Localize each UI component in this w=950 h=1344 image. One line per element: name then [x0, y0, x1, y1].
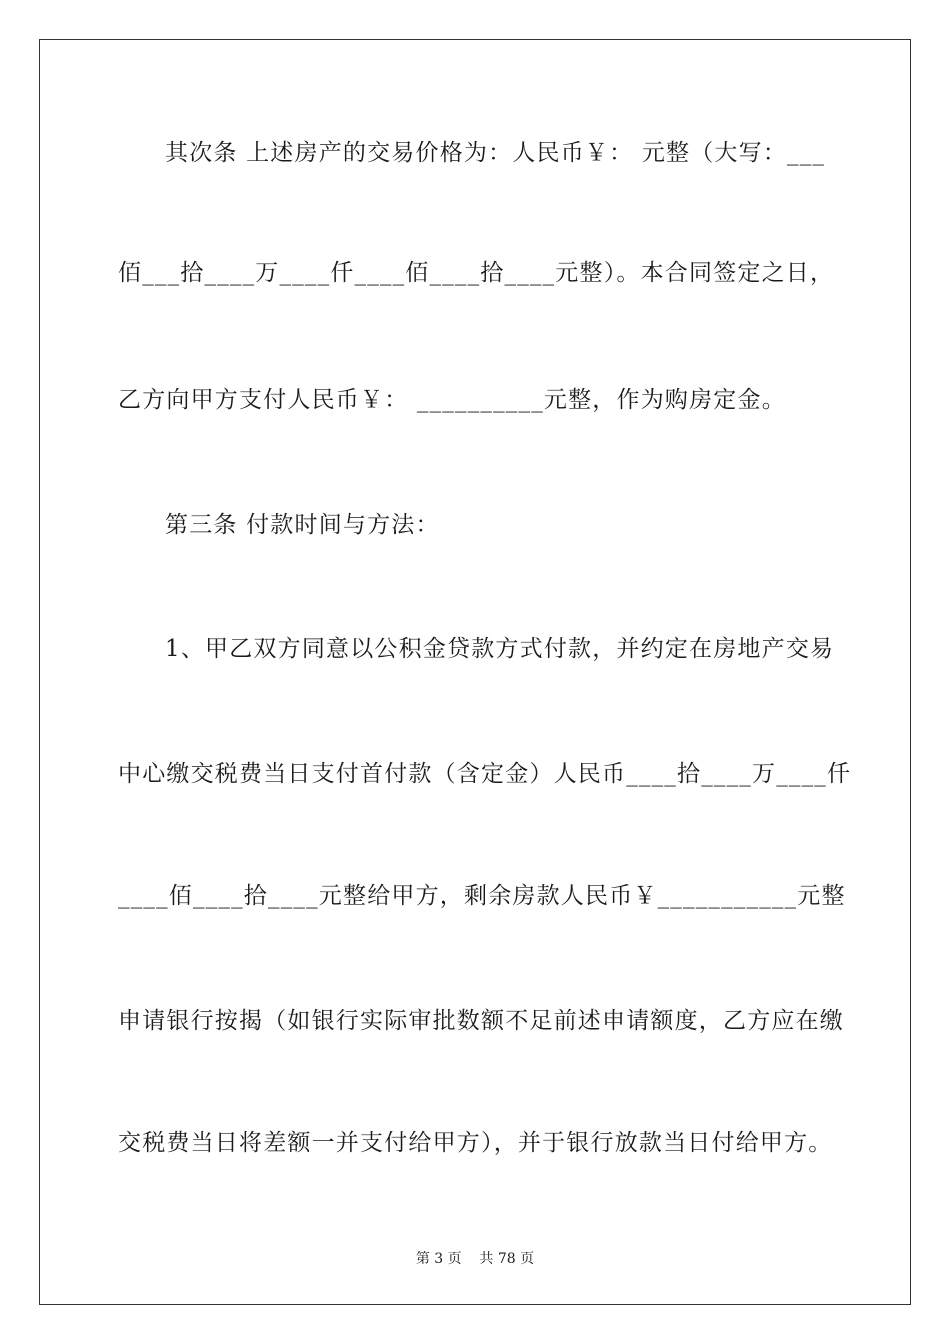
- paragraph-line-3: 乙方向甲方支付人民币￥： __________元整，作为购房定金。: [118, 387, 786, 413]
- paragraph-line-1: 其次条 上述房产的交易价格为：人民币￥： 元整（大写：___: [165, 140, 826, 166]
- paragraph-line-6: 中心缴交税费当日支付首付款（含定金）人民币____拾____万____仟: [118, 761, 852, 787]
- page-border: [39, 39, 911, 1305]
- paragraph-line-2: 佰___拾____万____仟____佰____拾____元整）。本合同签定之日，: [118, 260, 835, 286]
- section-heading-3: 第三条 付款时间与方法：: [165, 512, 440, 538]
- paragraph-line-9: 交税费当日将差额一并支付给甲方），并于银行放款当日付给甲方。: [118, 1130, 833, 1156]
- paragraph-line-8: 申请银行按揭（如银行实际审批数额不足前述申请额度，乙方应在缴: [118, 1008, 844, 1034]
- page-number-footer: 第 3 页 共 78 页: [415, 1251, 535, 1267]
- paragraph-line-7: ____佰____拾____元整给甲方，剩余房款人民币￥___________元整: [118, 883, 846, 909]
- paragraph-line-5: 1、甲乙双方同意以公积金贷款方式付款，并约定在房地产交易: [165, 636, 835, 662]
